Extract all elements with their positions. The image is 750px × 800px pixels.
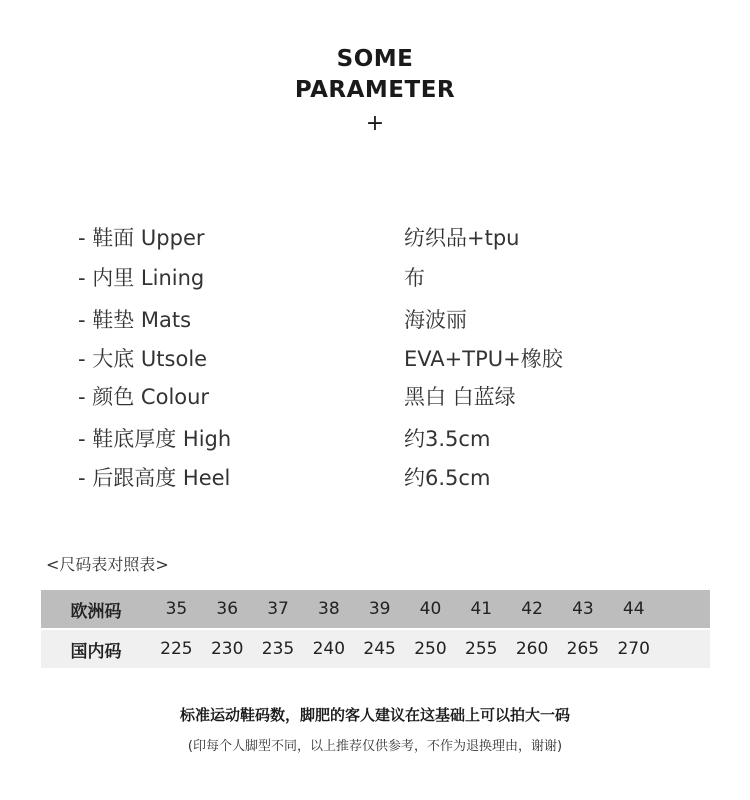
table-cell: 36 xyxy=(202,590,253,629)
param-label: - 大底 Utsole xyxy=(78,347,208,371)
param-label: - 颜色 Colour xyxy=(78,385,210,409)
table-cell: 35 xyxy=(151,590,202,629)
table-cell: 230 xyxy=(202,629,253,668)
param-row-heel xyxy=(78,463,678,493)
param-value: 黑白 白蓝绿 xyxy=(404,385,516,409)
table-cell-empty xyxy=(659,590,710,629)
table-cell: 250 xyxy=(405,629,456,668)
table-cell: 38 xyxy=(303,590,354,629)
disclaimer-note: (印每个人脚型不同，以上推荐仅供参考，不作为退换理由，谢谢) xyxy=(187,739,563,754)
table-cell: 43 xyxy=(558,590,609,629)
table-cell-empty xyxy=(659,629,710,668)
row-header: 国内码 xyxy=(41,629,151,668)
param-row-upper xyxy=(78,223,678,253)
param-value: EVA+TPU+橡胶 xyxy=(404,347,563,371)
param-value: 海波丽 xyxy=(404,308,467,332)
param-value: 纺织品+tpu xyxy=(404,226,520,250)
param-label: - 后跟高度 Heel xyxy=(78,466,231,490)
table-row-cn xyxy=(41,629,710,668)
param-label: - 内里 Lining xyxy=(78,266,205,290)
page-title-line1: SOME xyxy=(336,46,414,72)
table-cell: 42 xyxy=(507,590,558,629)
param-value: 约3.5cm xyxy=(404,427,491,451)
size-table-caption: <尺码表对照表> xyxy=(46,555,169,574)
table-cell: 260 xyxy=(507,629,558,668)
table-cell: 270 xyxy=(608,629,659,668)
table-cell: 235 xyxy=(253,629,304,668)
param-row-mats xyxy=(78,305,678,335)
param-row-sole-height xyxy=(78,424,678,454)
size-table xyxy=(41,590,710,668)
table-cell: 40 xyxy=(405,590,456,629)
param-row-lining xyxy=(78,263,678,293)
table-cell: 245 xyxy=(354,629,405,668)
table-cell: 255 xyxy=(456,629,507,668)
param-label: - 鞋底厚度 High xyxy=(78,427,232,451)
param-row-outsole xyxy=(78,344,678,374)
page-title-line2: PARAMETER xyxy=(294,77,456,103)
param-value: 布 xyxy=(404,266,425,290)
table-cell: 39 xyxy=(354,590,405,629)
table-cell: 44 xyxy=(608,590,659,629)
plus-icon: + xyxy=(365,111,385,136)
param-label: - 鞋垫 Mats xyxy=(78,308,192,332)
table-cell: 41 xyxy=(456,590,507,629)
size-advice-note: 标准运动鞋码数，脚肥的客人建议在这基础上可以拍大一码 xyxy=(179,706,570,724)
table-cell: 37 xyxy=(253,590,304,629)
param-value: 约6.5cm xyxy=(404,466,491,490)
table-cell: 265 xyxy=(558,629,609,668)
table-row-eu xyxy=(41,590,710,629)
param-row-colour xyxy=(78,382,678,412)
param-label: - 鞋面 Upper xyxy=(78,226,205,250)
table-cell: 240 xyxy=(303,629,354,668)
row-header: 欧洲码 xyxy=(41,590,151,629)
table-cell: 225 xyxy=(151,629,202,668)
